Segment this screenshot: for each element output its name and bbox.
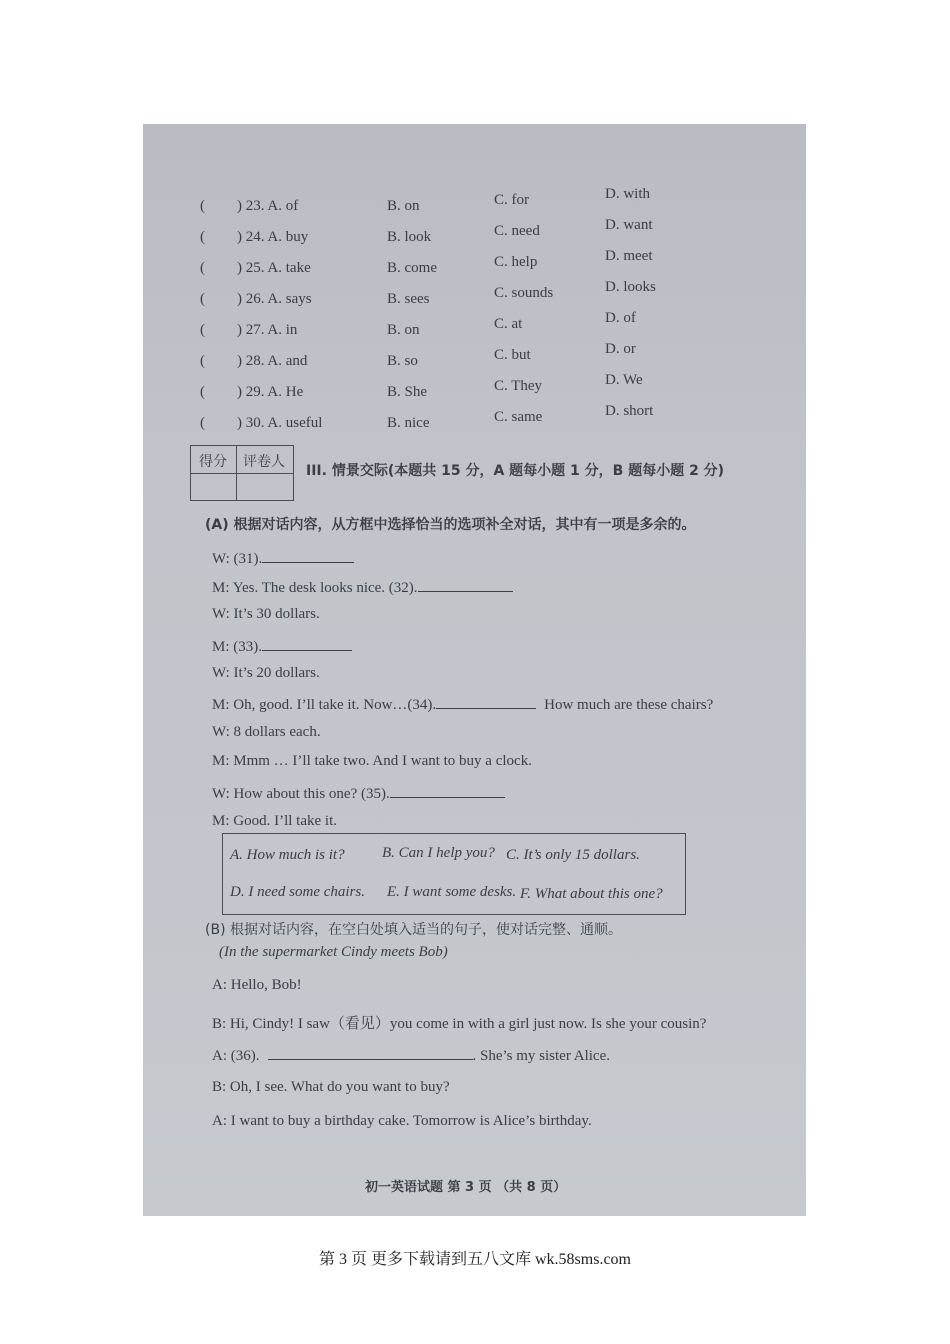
- option-b: B. look: [387, 229, 432, 245]
- cloze-row: [143, 372, 806, 408]
- option-a: ) 23. A. of: [237, 198, 299, 214]
- option-b: B. sees: [387, 291, 430, 307]
- score-label: 得分: [199, 454, 227, 470]
- answer-blank: [262, 548, 354, 563]
- dialogue-line: M: (33).: [212, 636, 352, 656]
- option-c: C. help: [494, 254, 538, 270]
- dialogue-line: W: How about this one? (35).: [212, 783, 505, 803]
- option-b: B. nice: [387, 415, 430, 431]
- option-d: D. or: [605, 341, 636, 357]
- dialogue-line: W: It’s 30 dollars.: [212, 606, 320, 622]
- option-d: D. looks: [605, 279, 656, 295]
- grader-label: 评卷人: [243, 454, 285, 470]
- options-box: [222, 833, 686, 915]
- dialogue-line: A: (36). . She’s my sister Alice.: [212, 1045, 610, 1065]
- dialogue-line: M: Mmm … I’ll take two. And I want to buy a clock.: [212, 753, 532, 769]
- answer-paren: (: [200, 260, 205, 276]
- option-b: B. so: [387, 353, 418, 369]
- dialogue-line: M: Yes. The desk looks nice. (32).: [212, 577, 513, 597]
- option-c: C. for: [494, 192, 529, 208]
- answer-blank: [418, 577, 513, 592]
- option-d: D. We: [605, 372, 643, 388]
- option-d: D. want: [605, 217, 653, 233]
- answer-blank: [390, 783, 505, 798]
- page-footer: 第 3 页 更多下载请到五八文库 wk.58sms.com: [318, 1251, 631, 1268]
- cloze-row: [143, 248, 806, 284]
- answer-paren: (: [200, 322, 205, 338]
- dialogue-line: B: Hi, Cindy! I saw（看见）you come in with a girl just now. Is she your cousin?: [212, 1016, 707, 1032]
- dialogue-line: W: (31).: [212, 548, 354, 568]
- option-c: C. need: [494, 223, 540, 239]
- section-title: III. 情景交际(本题共 15 分，A 题每小题 1 分，B 题每小题 2 分): [306, 463, 725, 479]
- answer-paren: (: [200, 384, 205, 400]
- option-a: ) 30. A. useful: [237, 415, 323, 431]
- cloze-row: [143, 403, 806, 439]
- cloze-row: [143, 341, 806, 377]
- cloze-row: [143, 310, 806, 346]
- option-b: B. Can I help you?: [382, 845, 495, 861]
- answer-blank: [268, 1045, 473, 1060]
- option-f: F. What about this one?: [520, 886, 663, 902]
- option-d: D. I need some chairs.: [230, 884, 365, 900]
- option-c: C. It’s only 15 dollars.: [506, 847, 640, 863]
- dialogue-line: A: I want to buy a birthday cake. Tomorrow is Alice’s birthday.: [212, 1113, 592, 1129]
- answer-paren: (: [200, 291, 205, 307]
- option-b: B. on: [387, 322, 420, 338]
- scan-page-footer: 初一英语试题 第 3 页 （共 8 页）: [365, 1180, 567, 1195]
- dialogue-line: B: Oh, I see. What do you want to buy?: [212, 1079, 450, 1095]
- option-c: C. same: [494, 409, 543, 425]
- cloze-row: [143, 186, 806, 222]
- option-a: A. How much is it?: [230, 847, 345, 863]
- option-a: ) 25. A. take: [237, 260, 311, 276]
- cloze-row: [143, 279, 806, 315]
- option-a: ) 24. A. buy: [237, 229, 309, 245]
- cloze-row: [143, 217, 806, 253]
- score-box: [190, 445, 294, 501]
- option-d: D. of: [605, 310, 636, 326]
- part-b-instruction: (B) 根据对话内容，在空白处填入适当的句子，使对话完整、通顺。: [205, 922, 622, 938]
- option-c: C. They: [494, 378, 543, 394]
- part-b-context: (In the supermarket Cindy meets Bob): [219, 944, 448, 960]
- dialogue-line: M: Good. I’ll take it.: [212, 813, 337, 829]
- dialogue-line: W: It’s 20 dollars.: [212, 665, 320, 681]
- option-c: C. at: [494, 316, 523, 332]
- dialogue-line: M: Oh, good. I’ll take it. Now…(34). How much are these chairs?: [212, 694, 713, 714]
- option-a: ) 29. A. He: [237, 384, 304, 400]
- scanned-exam-page: [143, 124, 806, 1216]
- option-e: E. I want some desks.: [387, 884, 517, 900]
- option-a: ) 27. A. in: [237, 322, 298, 338]
- answer-paren: (: [200, 229, 205, 245]
- option-c: C. but: [494, 347, 531, 363]
- option-c: C. sounds: [494, 285, 554, 301]
- option-b: B. on: [387, 198, 420, 214]
- answer-blank: [436, 694, 536, 709]
- option-d: D. meet: [605, 248, 653, 264]
- option-a: ) 26. A. says: [237, 291, 312, 307]
- option-d: D. short: [605, 403, 654, 419]
- dialogue-line: W: 8 dollars each.: [212, 724, 321, 740]
- answer-paren: (: [200, 415, 205, 431]
- answer-paren: (: [200, 198, 205, 214]
- answer-blank: [262, 636, 352, 651]
- dialogue-line: A: Hello, Bob!: [212, 977, 302, 993]
- option-a: ) 28. A. and: [237, 353, 308, 369]
- answer-paren: (: [200, 353, 205, 369]
- option-b: B. come: [387, 260, 437, 276]
- option-b: B. She: [387, 384, 428, 400]
- part-a-instruction: (A) 根据对话内容，从方框中选择恰当的选项补全对话，其中有一项是多余的。: [205, 517, 696, 533]
- option-d: D. with: [605, 186, 650, 202]
